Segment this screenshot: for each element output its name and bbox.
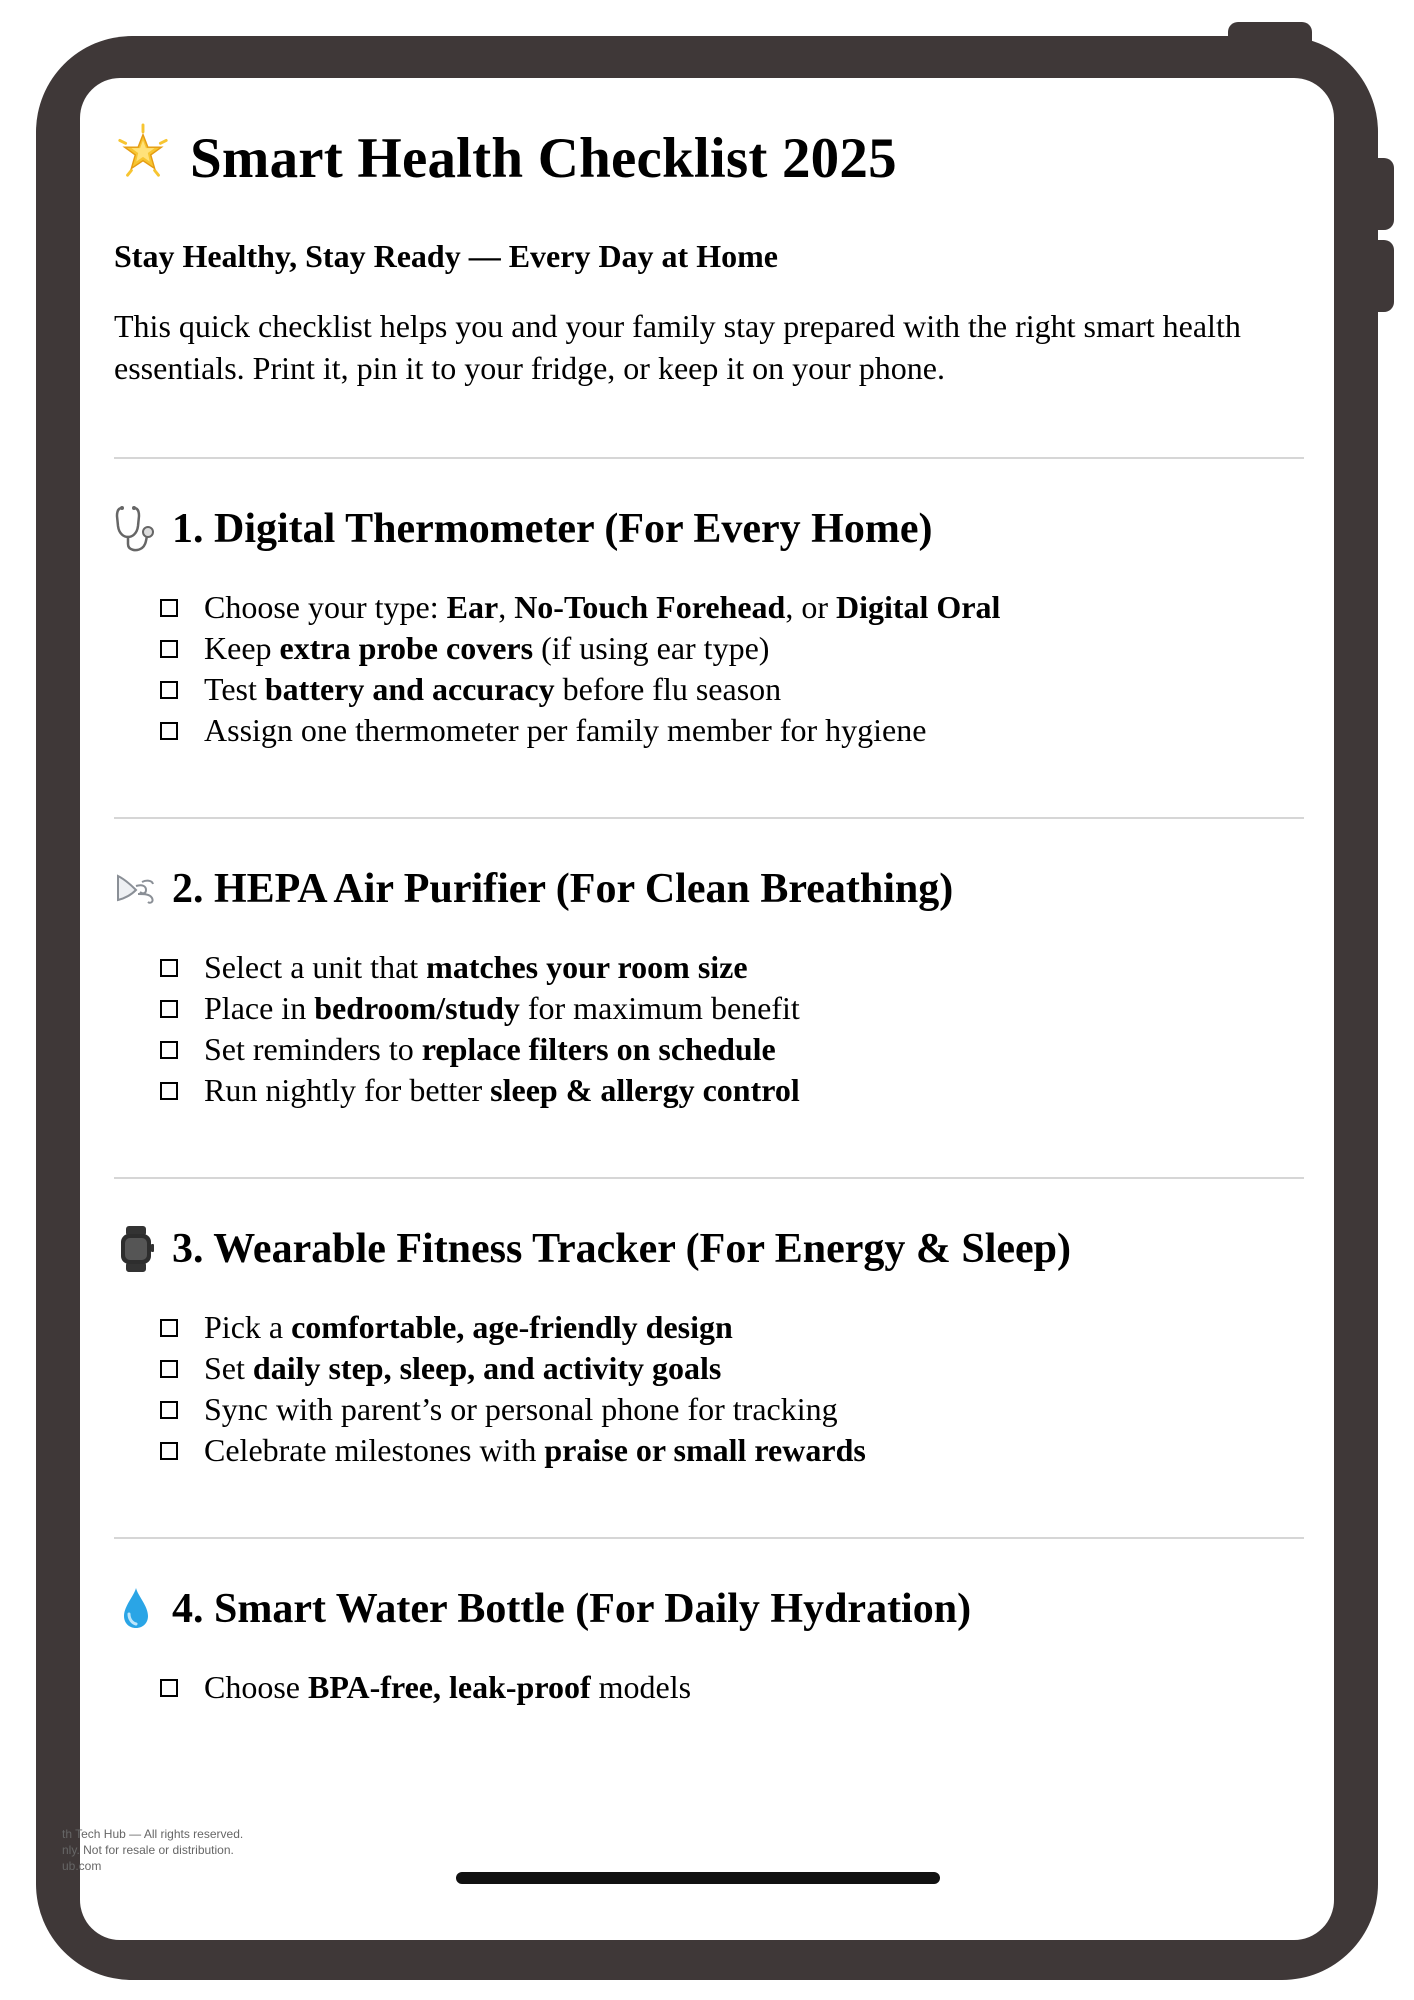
text-run: Run nightly for better: [204, 1072, 491, 1108]
text-run: Choose your type:: [204, 589, 447, 625]
section-title: 1. Digital Thermometer (For Every Home): [172, 506, 933, 552]
section-heading-row: [114, 1579, 1304, 1639]
checklist-item: [160, 587, 1304, 628]
checklist-item: [160, 669, 1304, 710]
section-title: 2. HEPA Air Purifier (For Clean Breathing): [172, 866, 954, 912]
checkbox[interactable]: [160, 681, 178, 699]
home-indicator[interactable]: [456, 1872, 940, 1884]
checklist: [114, 1667, 1304, 1708]
checklist-item-text: [204, 712, 926, 749]
checklist-item-text: [204, 1669, 691, 1706]
checklist-item-text: [204, 1031, 776, 1068]
section-heading-row: [114, 859, 1304, 919]
page-title: Smart Health Checklist 2025: [190, 126, 897, 190]
text-run: Assign one thermometer per family member for hygiene: [204, 712, 927, 748]
checkbox[interactable]: [160, 1401, 178, 1419]
checkbox[interactable]: [160, 1442, 178, 1460]
bold-text: sleep & allergy control: [490, 1072, 800, 1108]
water-drop-icon: [114, 1584, 158, 1634]
checklist-item: [160, 988, 1304, 1029]
text-run: Choose: [204, 1669, 308, 1705]
text-run: ,: [498, 589, 515, 625]
document-content: [114, 108, 1304, 1708]
title-row: [114, 108, 1304, 208]
document-screen: [62, 78, 1334, 1940]
volume-down-button: [1360, 240, 1394, 312]
bold-text: BPA-free, leak-proof: [308, 1669, 591, 1705]
text-run: Place in: [204, 990, 315, 1026]
text-run: for maximum benefit: [519, 990, 800, 1026]
checkbox[interactable]: [160, 1360, 178, 1378]
checklist-item-text: [204, 1432, 866, 1469]
footer-line: nly. Not for resale or distribution.: [62, 1843, 234, 1857]
checklist: [114, 947, 1304, 1111]
checklist: [114, 1307, 1304, 1471]
checklist-item-text: [204, 949, 748, 986]
checkbox[interactable]: [160, 1319, 178, 1337]
section-divider: [114, 1177, 1304, 1179]
checklist-item-text: [204, 1350, 721, 1387]
checkbox[interactable]: [160, 1082, 178, 1100]
wind-icon: [114, 864, 158, 914]
bold-text: Digital Oral: [835, 589, 1001, 625]
copyright-footer: [62, 1826, 300, 1874]
text-run: Select a unit that: [204, 949, 427, 985]
checklist-item: [160, 628, 1304, 669]
section-title: 3. Wearable Fitness Tracker (For Energy & Sleep): [172, 1226, 1072, 1272]
checkbox[interactable]: [160, 959, 178, 977]
bold-text: extra probe covers: [279, 630, 534, 666]
power-button: [1228, 22, 1312, 52]
volume-up-button: [1360, 158, 1394, 230]
checkbox[interactable]: [160, 722, 178, 740]
section-heading-row: [114, 499, 1304, 559]
checklist-item: [160, 710, 1304, 751]
text-run: Pick a: [204, 1309, 292, 1345]
checklist-item: [160, 1070, 1304, 1111]
text-run: , or: [785, 589, 836, 625]
watch-icon: [114, 1224, 158, 1274]
bold-text: comfortable, age-friendly design: [291, 1309, 733, 1345]
checklist-item: [160, 1389, 1304, 1430]
text-run: Sync with parent’s or personal phone for tracking: [204, 1391, 838, 1427]
footer-line: th Tech Hub — All rights reserved.: [62, 1827, 244, 1841]
checklist-item: [160, 1029, 1304, 1070]
section-divider: [114, 457, 1304, 459]
checkbox[interactable]: [160, 599, 178, 617]
bold-text: battery and accuracy: [264, 671, 555, 707]
checklist-item: [160, 1348, 1304, 1389]
text-run: (if using ear type): [533, 630, 770, 666]
checklist-item-text: [204, 589, 1000, 626]
text-run: Set: [204, 1350, 253, 1386]
bold-text: Ear: [446, 589, 499, 625]
text-run: Celebrate milestones with: [204, 1432, 545, 1468]
intro-paragraph: This quick checklist helps you and your family stay prepared with the right smart health essentials. Print it, pin it to your fridge, or keep it on your phone.: [114, 308, 1241, 386]
bold-text: No-Touch Forehead: [514, 589, 786, 625]
bold-text: matches your room size: [426, 949, 748, 985]
checkbox[interactable]: [160, 1679, 178, 1697]
stethoscope-icon: [114, 504, 158, 554]
text-run: Set reminders to: [204, 1031, 422, 1067]
section-divider: [114, 1537, 1304, 1539]
checklist-item-text: [204, 990, 800, 1027]
section-heading-row: [114, 1219, 1304, 1279]
bold-text: replace filters on schedule: [421, 1031, 776, 1067]
checkbox[interactable]: [160, 1000, 178, 1018]
checkbox[interactable]: [160, 640, 178, 658]
checklist-item-text: [204, 1309, 733, 1346]
text-run: Test: [204, 671, 265, 707]
checklist-item: [160, 947, 1304, 988]
checklist-item-text: [204, 630, 769, 667]
bold-text: daily step, sleep, and activity goals: [252, 1350, 722, 1386]
checklist-item: [160, 1307, 1304, 1348]
bold-text: praise or small rewards: [544, 1432, 866, 1468]
section-divider: [114, 817, 1304, 819]
text-run: models: [590, 1669, 692, 1705]
footer-link[interactable]: ub.com: [62, 1859, 102, 1873]
checkbox[interactable]: [160, 1041, 178, 1059]
checklist-item: [160, 1430, 1304, 1471]
text-run: Keep: [204, 630, 280, 666]
checklist-item-text: [204, 671, 781, 708]
subtitle: Stay Healthy, Stay Ready — Every Day at Home: [114, 238, 778, 274]
section-title: 4. Smart Water Bottle (For Daily Hydration): [172, 1586, 972, 1632]
bold-text: bedroom/study: [314, 990, 520, 1026]
checklist: [114, 587, 1304, 751]
text-run: before flu season: [554, 671, 782, 707]
checklist-item-text: [204, 1072, 800, 1109]
checklist-item-text: [204, 1391, 838, 1428]
checklist-item: [160, 1667, 1304, 1708]
glowing-star-icon: [114, 123, 172, 181]
